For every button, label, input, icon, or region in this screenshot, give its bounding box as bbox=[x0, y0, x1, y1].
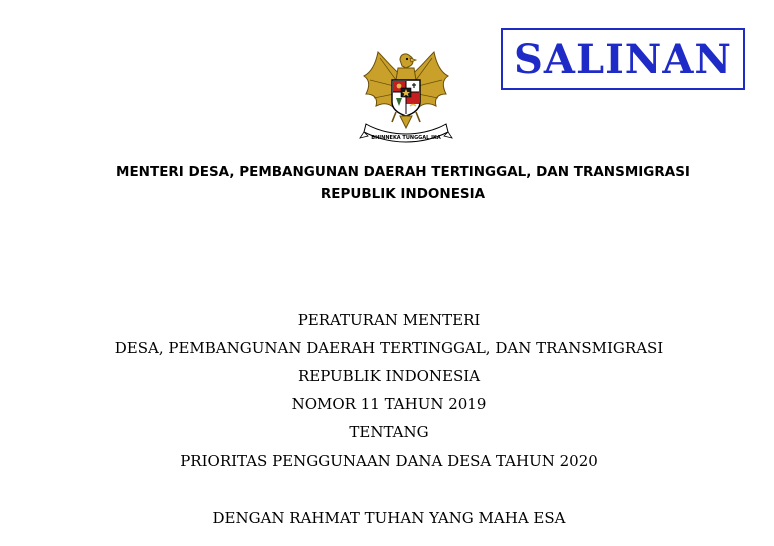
regulation-subject: PRIORITAS PENGGUNAAN DANA DESA TAHUN 2020 bbox=[180, 452, 598, 470]
regulation-preamble: DENGAN RAHMAT TUHAN YANG MAHA ESA bbox=[212, 509, 566, 527]
svg-text:BHINNEKA TUNGGAL IKA: BHINNEKA TUNGGAL IKA bbox=[371, 135, 441, 141]
garuda-pancasila-emblem-icon bbox=[356, 46, 456, 144]
regulation-about-label: TENTANG bbox=[349, 423, 429, 441]
country-title: REPUBLIK INDONESIA bbox=[320, 186, 486, 202]
salinan-stamp bbox=[501, 28, 745, 90]
regulation-number: NOMOR 11 TAHUN 2019 bbox=[291, 395, 487, 413]
regulation-country: REPUBLIK INDONESIA bbox=[297, 367, 481, 385]
regulation-type: PERATURAN MENTERI bbox=[297, 311, 481, 329]
minister-title: MENTERI DESA, PEMBANGUNAN DAERAH TERTINGGAL, DAN TRANSMIGRASI bbox=[116, 164, 690, 180]
regulation-ministry: DESA, PEMBANGUNAN DAERAH TERTINGGAL, DAN TRANSMIGRASI bbox=[114, 339, 664, 357]
stamp-label: SALINAN bbox=[514, 35, 732, 83]
